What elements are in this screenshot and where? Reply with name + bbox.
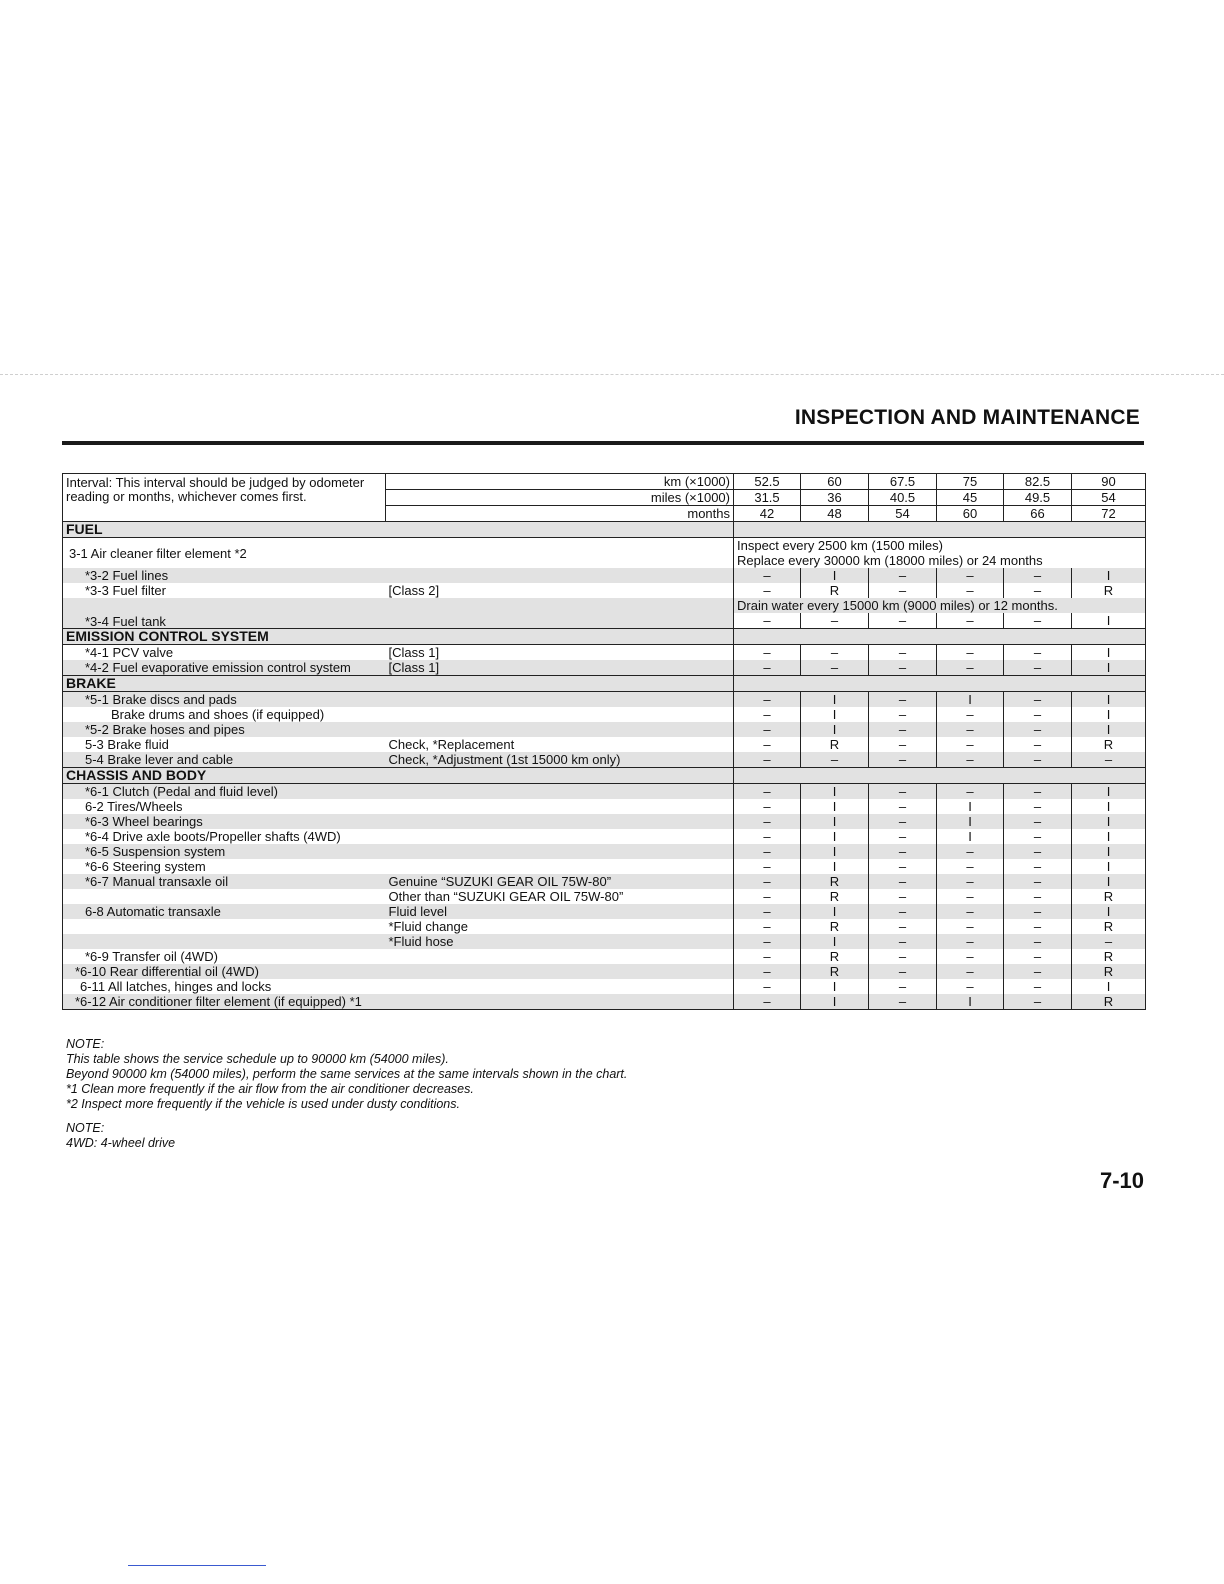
cell-value: I: [801, 844, 869, 859]
row-fuel-tank-drain: [63, 598, 1146, 613]
cell-value: I: [937, 692, 1004, 708]
page-number: 7-10: [1099, 1168, 1144, 1193]
cell-value: I: [1072, 814, 1146, 829]
cell-value: –: [734, 979, 801, 994]
cell-value: –: [734, 859, 801, 874]
row-condition: [386, 799, 734, 814]
row-condition: Fluid level: [386, 904, 734, 919]
row-condition: [386, 568, 734, 583]
header-row-km: [63, 474, 1146, 490]
row-condition: [386, 949, 734, 964]
cell-value: –: [1004, 707, 1072, 722]
cell-value: –: [1072, 752, 1146, 768]
km-value: 67.5: [869, 474, 937, 490]
cell-value: I: [801, 784, 869, 800]
cell-value: –: [937, 645, 1004, 661]
footer-link-line: [128, 1565, 266, 1566]
scan-artifact-line: [0, 374, 1224, 375]
miles-value: 31.5: [734, 490, 801, 506]
cell-value: –: [734, 919, 801, 934]
cell-value: I: [801, 904, 869, 919]
cell-value: I: [801, 859, 869, 874]
row-label: *5-1 Brake discs and pads: [63, 692, 386, 708]
cell-value: –: [1004, 994, 1072, 1010]
row-brake-fluid: [63, 737, 1146, 752]
cell-value: –: [937, 660, 1004, 676]
cell-value: R: [1072, 949, 1146, 964]
section-brake-blank: [734, 676, 1146, 692]
unit-miles: miles (×1000): [386, 490, 734, 506]
row-auto-transaxle-level: [63, 904, 1146, 919]
row-label: 6-11 All latches, hinges and locks: [63, 979, 386, 994]
cell-value: –: [734, 784, 801, 800]
row-label: 6-2 Tires/Wheels: [63, 799, 386, 814]
cell-value: –: [869, 904, 937, 919]
cell-value: I: [801, 692, 869, 708]
section-chassis-blank: [734, 768, 1146, 784]
section-title-fuel: FUEL: [63, 522, 734, 538]
cell-value: –: [1004, 889, 1072, 904]
km-value: 90: [1072, 474, 1146, 490]
interval-description: Interval: This interval should be judged by odometer reading or months, whichever comes first.: [63, 474, 386, 522]
row-label: *6-4 Drive axle boots/Propeller shafts (4WD): [63, 829, 386, 844]
cell-value: –: [1004, 568, 1072, 583]
note-title: NOTE:: [66, 1121, 105, 1135]
row-label: 5-4 Brake lever and cable: [63, 752, 386, 768]
cell-value: –: [937, 874, 1004, 889]
months-value: 60: [937, 506, 1004, 522]
row-fuel-filter: [63, 583, 1146, 598]
cell-value: –: [869, 889, 937, 904]
cell-value: I: [801, 814, 869, 829]
cell-value: –: [869, 692, 937, 708]
cell-value: –: [937, 934, 1004, 949]
cell-value: –: [801, 660, 869, 676]
cell-value: –: [1004, 613, 1072, 629]
cell-value: –: [734, 814, 801, 829]
section-emission: [63, 629, 1146, 645]
cell-value: –: [1004, 934, 1072, 949]
row-wheel-bearings: [63, 814, 1146, 829]
row-brake-hoses: [63, 722, 1146, 737]
cell-value: –: [1004, 583, 1072, 598]
cell-value: –: [937, 784, 1004, 800]
row-condition: [386, 979, 734, 994]
row-tires: [63, 799, 1146, 814]
note-line: *1 Clean more frequently if the air flow from the air conditioner decreases.: [66, 1082, 474, 1096]
cell-value: –: [869, 919, 937, 934]
row-condition: Check, *Replacement: [388, 737, 515, 752]
row-steering: [63, 859, 1146, 874]
cell-value: –: [869, 844, 937, 859]
cell-value: –: [1004, 692, 1072, 708]
months-value: 66: [1004, 506, 1072, 522]
cell-value: –: [869, 568, 937, 583]
row-condition: [386, 692, 734, 708]
row-label: 5-3 Brake fluid: [63, 737, 386, 752]
cell-value: I: [1072, 844, 1146, 859]
cell-value: I: [801, 934, 869, 949]
cell-value: –: [937, 964, 1004, 979]
row-condition: [386, 814, 734, 829]
cell-value: R: [1072, 737, 1146, 752]
row-label: *6-6 Steering system: [63, 859, 386, 874]
cell-value: –: [734, 889, 801, 904]
cell-value: R: [1072, 583, 1146, 598]
cell-value: R: [801, 889, 869, 904]
row-condition: Genuine “SUZUKI GEAR OIL 75W-80”: [386, 874, 734, 889]
cell-value: –: [869, 799, 937, 814]
cell-value: –: [1004, 919, 1072, 934]
cell-value: I: [937, 799, 1004, 814]
row-label: Brake drums and shoes (if equipped): [63, 707, 386, 722]
section-fuel-blank: [734, 522, 1146, 538]
page-title: INSPECTION AND MAINTENANCE: [794, 406, 1140, 429]
row-condition: [386, 722, 734, 737]
cell-value: –: [1004, 874, 1072, 889]
cell-value: I: [801, 829, 869, 844]
cell-value: –: [734, 829, 801, 844]
row-condition: [386, 784, 734, 800]
cell-value: –: [1004, 979, 1072, 994]
cell-value: –: [734, 752, 801, 768]
section-title-emission: EMISSION CONTROL SYSTEM: [63, 629, 734, 645]
cell-value: I: [801, 568, 869, 583]
cell-value: –: [937, 979, 1004, 994]
cell-value: –: [869, 979, 937, 994]
cell-value: –: [937, 568, 1004, 583]
row-fuel-lines: [63, 568, 1146, 583]
cell-value: –: [869, 949, 937, 964]
row-label: [63, 889, 386, 904]
cell-value: –: [1004, 784, 1072, 800]
cell-value: I: [937, 829, 1004, 844]
cell-value: I: [1072, 692, 1146, 708]
months-value: 54: [869, 506, 937, 522]
cell-value: –: [1004, 829, 1072, 844]
row-label: [63, 934, 386, 949]
cell-value: –: [734, 904, 801, 919]
row-label: [63, 919, 386, 934]
row-condition: [386, 598, 734, 629]
cell-value: –: [869, 583, 937, 598]
cell-value: I: [1072, 904, 1146, 919]
cell-value: –: [937, 752, 1004, 768]
cell-value: –: [937, 737, 1004, 752]
cell-value: I: [1072, 707, 1146, 722]
cell-value: –: [1004, 814, 1072, 829]
cell-value: –: [1072, 934, 1146, 949]
row-label: *6-5 Suspension system: [63, 844, 386, 859]
cell-value: R: [801, 919, 869, 934]
cell-value: –: [869, 814, 937, 829]
row-air-cleaner-1: [63, 538, 1146, 554]
cell-value: –: [1004, 859, 1072, 874]
km-value: 75: [937, 474, 1004, 490]
cell-value: –: [869, 934, 937, 949]
cell-value: –: [734, 964, 801, 979]
cell-value: I: [801, 707, 869, 722]
cell-value: –: [1004, 964, 1072, 979]
row-ac-filter: [63, 994, 1146, 1010]
cell-value: –: [734, 583, 801, 598]
row-condition: [386, 859, 734, 874]
cell-value: –: [869, 964, 937, 979]
note-line: This table shows the service schedule up to 90000 km (54000 miles).: [66, 1052, 449, 1066]
row-manual-transaxle-genuine: [63, 874, 1146, 889]
cell-value: I: [1072, 660, 1146, 676]
cell-value: –: [869, 722, 937, 737]
cell-value: –: [869, 613, 937, 629]
cell-value: –: [937, 904, 1004, 919]
cell-value: –: [1004, 752, 1072, 768]
cell-value: –: [734, 949, 801, 964]
cell-value: –: [734, 844, 801, 859]
cell-value: –: [1004, 660, 1072, 676]
cell-value: R: [801, 737, 869, 752]
cell-value: –: [734, 874, 801, 889]
miles-value: 49.5: [1004, 490, 1072, 506]
cell-value: R: [1072, 889, 1146, 904]
header-rule: [62, 441, 1144, 445]
fuel-tank-drain-note: Drain water every 15000 km (9000 miles) or 12 months.: [734, 598, 1146, 613]
cell-value: I: [1072, 722, 1146, 737]
months-value: 42: [734, 506, 801, 522]
cell-value: I: [801, 994, 869, 1010]
km-value: 52.5: [734, 474, 801, 490]
miles-value: 45: [937, 490, 1004, 506]
cell-value: –: [734, 568, 801, 583]
cell-value: –: [734, 737, 801, 752]
months-value: 48: [801, 506, 869, 522]
cell-value: R: [801, 949, 869, 964]
cell-value: –: [937, 613, 1004, 629]
cell-value: –: [937, 707, 1004, 722]
row-fuel-evap: [63, 660, 1146, 676]
cell-value: –: [869, 645, 937, 661]
cell-value: I: [1072, 829, 1146, 844]
row-label: *6-3 Wheel bearings: [63, 814, 386, 829]
row-condition: [Class 1]: [386, 660, 734, 676]
cell-value: –: [734, 707, 801, 722]
row-condition: [386, 538, 734, 569]
row-label: *6-7 Manual transaxle oil: [63, 874, 386, 889]
notes-block: [66, 1037, 627, 1151]
row-label: *6-12 Air conditioner filter element (if equipped) *1: [63, 994, 734, 1010]
miles-value: 54: [1072, 490, 1146, 506]
cell-value: I: [1072, 784, 1146, 800]
row-condition: [Class 1]: [388, 645, 440, 660]
cell-value: –: [937, 844, 1004, 859]
km-value: 82.5: [1004, 474, 1072, 490]
row-label: *4-2 Fuel evaporative emission control system: [63, 660, 386, 676]
miles-value: 36: [801, 490, 869, 506]
cell-value: I: [1072, 979, 1146, 994]
row-brake-lever: [63, 752, 1146, 768]
cell-value: R: [1072, 919, 1146, 934]
cell-value: –: [734, 645, 801, 661]
row-condition: Other than “SUZUKI GEAR OIL 75W-80”: [388, 889, 624, 904]
cell-value: –: [801, 752, 869, 768]
cell-value: –: [869, 660, 937, 676]
row-label: *6-9 Transfer oil (4WD): [63, 949, 386, 964]
row-rear-diff-oil: [63, 964, 1146, 979]
cell-value: –: [937, 583, 1004, 598]
row-label: *3-2 Fuel lines: [63, 568, 386, 583]
cell-value: I: [801, 979, 869, 994]
cell-value: –: [869, 784, 937, 800]
note-line: *2 Inspect more frequently if the vehicle is used under dusty conditions.: [66, 1097, 460, 1111]
row-condition: [386, 707, 734, 722]
cell-value: –: [1004, 737, 1072, 752]
row-label: *3-4 Fuel tank: [63, 598, 386, 629]
row-condition: [Class 2]: [388, 583, 440, 598]
air-cleaner-replace-note: Replace every 30000 km (18000 miles) or 24 months: [734, 553, 1146, 568]
row-condition: [386, 964, 734, 979]
row-drive-axle: [63, 829, 1146, 844]
cell-value: I: [1072, 645, 1146, 661]
maintenance-schedule-table: [62, 473, 1146, 1010]
row-label: 6-8 Automatic transaxle: [63, 904, 386, 919]
cell-value: –: [734, 722, 801, 737]
cell-value: –: [937, 859, 1004, 874]
row-condition: [386, 844, 734, 859]
row-label: *6-10 Rear differential oil (4WD): [63, 964, 386, 979]
km-value: 60: [801, 474, 869, 490]
cell-value: R: [801, 964, 869, 979]
cell-value: –: [869, 752, 937, 768]
cell-value: I: [937, 994, 1004, 1010]
section-title-chassis: CHASSIS AND BODY: [63, 768, 734, 784]
cell-value: –: [734, 613, 801, 629]
row-transfer-oil: [63, 949, 1146, 964]
unit-km: km (×1000): [386, 474, 734, 490]
section-fuel: [63, 522, 1146, 538]
row-condition: *Fluid change: [388, 919, 468, 934]
cell-value: –: [869, 829, 937, 844]
row-suspension: [63, 844, 1146, 859]
cell-value: I: [937, 814, 1004, 829]
cell-value: I: [1072, 799, 1146, 814]
cell-value: –: [937, 722, 1004, 737]
section-emission-blank: [734, 629, 1146, 645]
cell-value: –: [869, 874, 937, 889]
cell-value: –: [1004, 799, 1072, 814]
row-manual-transaxle-other: [63, 889, 1146, 904]
cell-value: –: [734, 692, 801, 708]
note-line: 4WD: 4-wheel drive: [66, 1136, 176, 1150]
cell-value: –: [937, 919, 1004, 934]
months-value: 72: [1072, 506, 1146, 522]
cell-value: –: [734, 994, 801, 1010]
cell-value: –: [869, 994, 937, 1010]
cell-value: –: [734, 660, 801, 676]
row-label: *6-1 Clutch (Pedal and fluid level): [63, 784, 386, 800]
cell-value: –: [801, 613, 869, 629]
cell-value: –: [734, 934, 801, 949]
note-title: NOTE:: [66, 1037, 105, 1051]
row-auto-transaxle-change: [63, 919, 1146, 934]
cell-value: –: [1004, 722, 1072, 737]
row-label: *3-3 Fuel filter: [63, 583, 386, 598]
air-cleaner-inspect-note: Inspect every 2500 km (1500 miles): [734, 538, 1146, 554]
row-condition: *Fluid hose: [386, 934, 734, 949]
row-latches: [63, 979, 1146, 994]
cell-value: –: [869, 737, 937, 752]
note-gap: [66, 1112, 627, 1121]
cell-value: –: [869, 707, 937, 722]
section-brake: [63, 676, 1146, 692]
cell-value: R: [801, 874, 869, 889]
row-condition: Check, *Adjustment (1st 15000 km only): [386, 752, 734, 768]
row-pcv-valve: [63, 645, 1146, 661]
cell-value: –: [1004, 904, 1072, 919]
row-label: *5-2 Brake hoses and pipes: [63, 722, 386, 737]
cell-value: R: [1072, 964, 1146, 979]
cell-value: –: [869, 859, 937, 874]
row-brake-drums: [63, 707, 1146, 722]
row-label: *4-1 PCV valve: [63, 645, 386, 661]
cell-value: I: [1072, 568, 1146, 583]
section-title-brake: BRAKE: [63, 676, 734, 692]
unit-months: months: [386, 506, 734, 522]
cell-value: –: [937, 949, 1004, 964]
cell-value: –: [1004, 645, 1072, 661]
cell-value: I: [801, 722, 869, 737]
cell-value: I: [1072, 859, 1146, 874]
row-label: 3-1 Air cleaner filter element *2: [63, 538, 386, 569]
note-line: Beyond 90000 km (54000 miles), perform the same services at the same intervals shown in the chart.: [66, 1067, 628, 1081]
cell-value: –: [1004, 949, 1072, 964]
row-brake-discs: [63, 692, 1146, 708]
row-auto-transaxle-hose: [63, 934, 1146, 949]
cell-value: –: [734, 799, 801, 814]
cell-value: I: [1072, 874, 1146, 889]
cell-value: I: [801, 799, 869, 814]
row-clutch: [63, 784, 1146, 800]
row-condition: [386, 829, 734, 844]
cell-value: –: [1004, 844, 1072, 859]
miles-value: 40.5: [869, 490, 937, 506]
cell-value: –: [937, 889, 1004, 904]
cell-value: R: [801, 583, 869, 598]
cell-value: R: [1072, 994, 1146, 1010]
section-chassis: [63, 768, 1146, 784]
cell-value: –: [801, 645, 869, 661]
cell-value: I: [1072, 613, 1146, 629]
